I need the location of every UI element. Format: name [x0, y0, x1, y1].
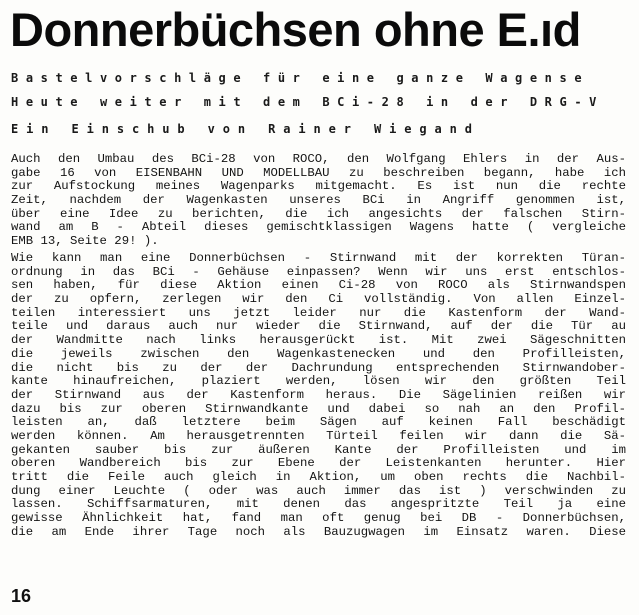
text-line: lassen. Schiffsarmaturen, mit denen das angespritzte Teil ja eine [11, 497, 626, 512]
text-line: der Stirnwand aus der Kastenform heraus. Die Sägelinien reißen wir [11, 387, 626, 402]
text-line: gewisse Ähnlichkeit hat, fand man oft genug bei DB - Donnerbüchsen, [11, 511, 626, 526]
text-line: die jeweils zwischen den Wagenkastenecken und den Profilleisten, [11, 346, 626, 361]
article-subtitle-line-2: Heute weiter mit dem BCi-28 in der DRG-V [11, 95, 604, 109]
text-line: kante hinaufreichen, plaziert werden, lösen wir den größten Teil [11, 374, 626, 389]
text-line: werden können. Am herausgetrennten Türteil feilen wir dann die Sä- [11, 428, 626, 443]
text-line: zur Aufstockung meines Wagenparks mitgemacht. Es ist nun die rechte [11, 179, 626, 194]
text-line: die nicht bis zu der der Dachrundung entsprechenden Stirnwandober- [11, 360, 626, 375]
text-line: tritt die Feile auch gleich in Aktion, um oben rechts die Nachbil- [11, 470, 626, 484]
body-paragraph-2 [11, 252, 626, 539]
text-line: leisten an, daß letztere beim Sägen auf keinen Fall beschädigt [11, 415, 626, 430]
article-byline: Ein Einschub von Rainer Wiegand [11, 122, 480, 136]
body-paragraph-1 [11, 153, 626, 249]
text-line: dazu bis zur oberen Stirnwandkante und dabei so nah an den Profil- [11, 401, 626, 416]
text-line: teilen interessiert uns jetzt leider nur die Kastenform der Wand- [11, 305, 626, 320]
article-title: Donnerbüchsen ohne E.ıd [10, 3, 581, 56]
text-line: Zeit, nachdem der Wagenkasten unseres BCi in Angriff genommen ist, [11, 193, 626, 208]
text-line: der Wandmitte nach links herausgerückt ist. Mit zwei Sägeschnitten [11, 333, 626, 348]
article-subtitle-line-1: Bastelvorschläge für eine ganze Wagense [11, 71, 590, 85]
text-line: die am Ende ihrer Tage noch als Bauzugwagen im Einsatz waren. Diese [11, 524, 626, 539]
text-line: sen haben, für diese Aktion einen Ci-28 von ROCO als Stirnwandspen [11, 278, 626, 293]
text-line: der zu opfern, zerlegen wir den Ci vollständig. Von allen Einzel- [11, 292, 626, 307]
text-line: oberen Wandbereich bis zur Ebene der Leistenkanten herunter. Hier [11, 456, 626, 471]
text-line: Auch den Umbau des BCi-28 von ROCO, den Wolfgang Ehlers in der Aus- [11, 152, 626, 166]
text-line: gabe 16 von EISENBAHN UND MODELLBAU zu beschreiben begann, habe ich [11, 165, 626, 180]
text-line: wand am B - Abteil dieses gemischtklassigen Wagens hatte ( vergleiche [11, 220, 626, 235]
text-line: ordnung in das BCi - Gehäuse einpassen? Wenn wir uns erst entschlos- [11, 264, 626, 279]
text-line: EMB 13, Seite 29! ). [11, 234, 159, 249]
text-line: gekanten sauber bis zur äußeren Kante der Profilleisten und im [11, 442, 626, 457]
text-line: über eine Idee zu berichten, die ich angesichts der falschen Stirn- [11, 206, 626, 221]
text-line: Wie kann man eine Donnerbüchsen - Stirnwand mit der korrekten Türan- [11, 251, 626, 265]
page-number: 16 [11, 586, 32, 606]
text-line: dung einer Leuchte ( oder was auch immer das ist ) verschwinden zu [11, 483, 626, 498]
text-line: teile und daraus auch nur wieder die Stirnwand, auf der die Tür au [11, 319, 626, 334]
